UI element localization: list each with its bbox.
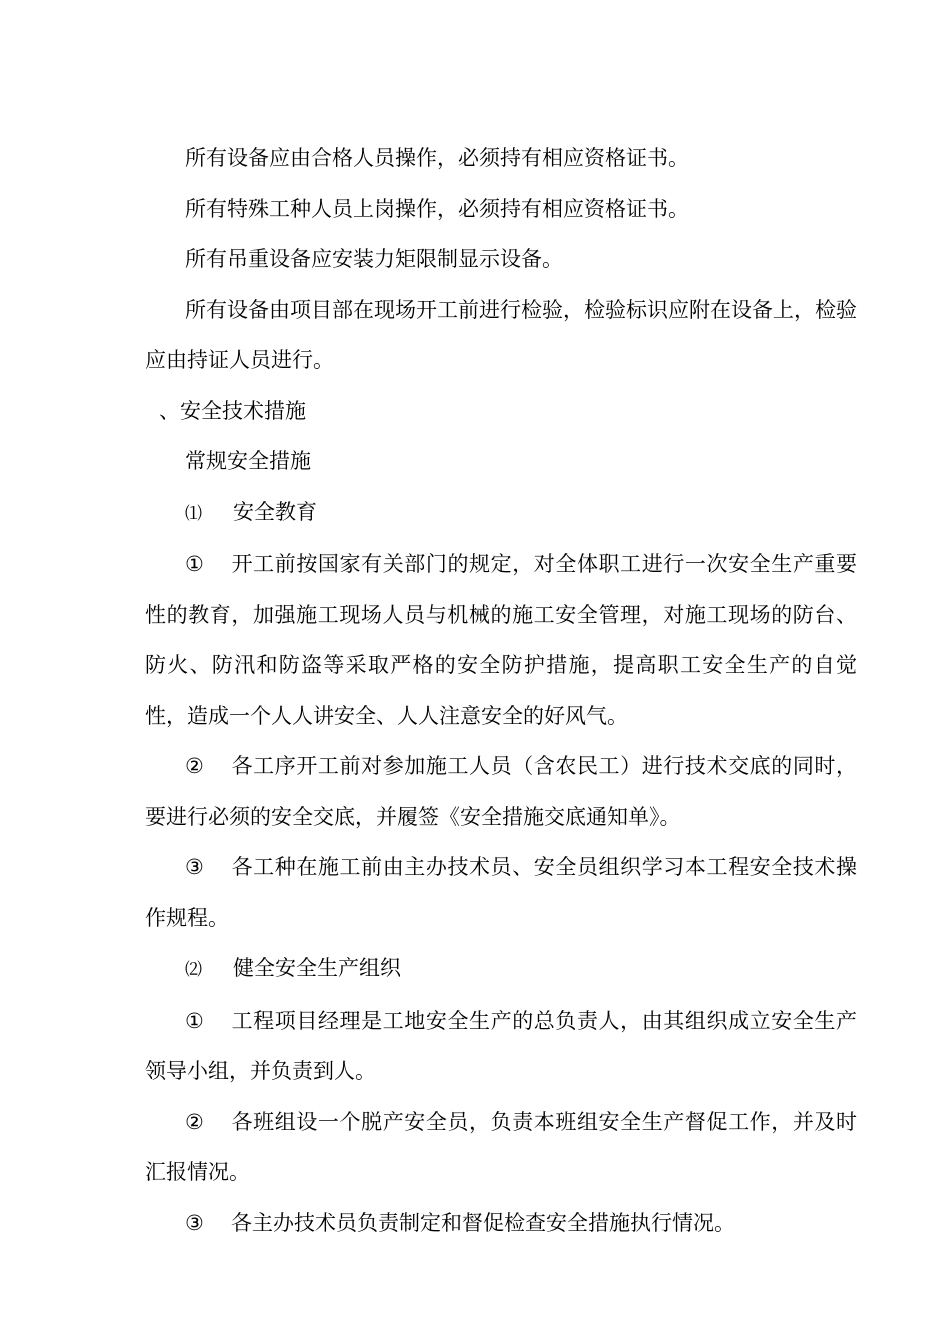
list-item-text: 各班组设一个脱产安全员，负责本班组安全生产督促工作，并及时汇报情况。 <box>145 1109 857 1184</box>
list-item <box>145 1097 857 1198</box>
list-marker: ① <box>185 552 204 576</box>
list-marker: ③ <box>185 855 204 879</box>
list-marker: ② <box>185 754 204 778</box>
list-marker: ② <box>185 1109 204 1134</box>
paragraph-text: 所有设备应由合格人员操作，必须持有相应资格证书。 <box>185 146 689 170</box>
list-marker: ① <box>185 1008 204 1033</box>
list-marker: ⑵ <box>185 960 202 980</box>
list-marker: ③ <box>185 1210 204 1235</box>
list-item-text: 各工序开工前对参加施工人员（含农民工）进行技术交底的同时，要进行必须的安全交底，并履签《安全措施交底通知单》。 <box>145 754 857 829</box>
subsection-heading-text: 常规安全措施 <box>185 449 311 473</box>
list-item <box>145 741 857 842</box>
numbered-heading <box>145 943 857 996</box>
section-heading <box>145 386 857 437</box>
paragraph <box>145 234 857 285</box>
numbered-heading-text: 健全安全生产组织 <box>233 956 401 980</box>
list-item-text: 各主办技术员负责制定和督促检查安全措施执行情况。 <box>231 1210 735 1235</box>
list-item-text: 工程项目经理是工地安全生产的总负责人，由其组织成立安全生产领导小组，并负责到人。 <box>145 1008 857 1083</box>
paragraph-text: 所有设备由项目部在现场开工前进行检验，检验标识应附在设备上，检验应由持证人员进行。 <box>145 297 857 372</box>
numbered-heading <box>145 487 857 540</box>
numbered-heading-text: 安全教育 <box>233 499 317 524</box>
section-heading-text: 、安全技术措施 <box>159 398 306 423</box>
paragraph <box>145 184 857 235</box>
paragraph <box>145 285 857 386</box>
document-body <box>145 133 857 1248</box>
paragraph-text: 所有特殊工种人员上岗操作，必须持有相应资格证书。 <box>185 196 689 221</box>
paragraph-text: 所有吊重设备应安装力矩限制显示设备。 <box>185 247 563 271</box>
list-item <box>145 1198 857 1249</box>
subsection-heading <box>145 436 857 487</box>
list-item-text: 各工种在施工前由主办技术员、安全员组织学习本工程安全技术操作规程。 <box>145 855 857 930</box>
list-item <box>145 539 857 741</box>
list-marker: ⑴ <box>185 503 202 524</box>
list-item-text: 开工前按国家有关部门的规定，对全体职工进行一次安全生产重要性的教育，加强施工现场人员与机械的施工安全管理，对施工现场的防台、防火、防汛和防盗等采取严格的安全防护措施，提高职工安全生产的自觉性，造成一个人人讲安全、人人注意安全的好风气。 <box>145 552 857 728</box>
list-item <box>145 842 857 943</box>
list-item <box>145 996 857 1097</box>
paragraph <box>145 133 857 184</box>
